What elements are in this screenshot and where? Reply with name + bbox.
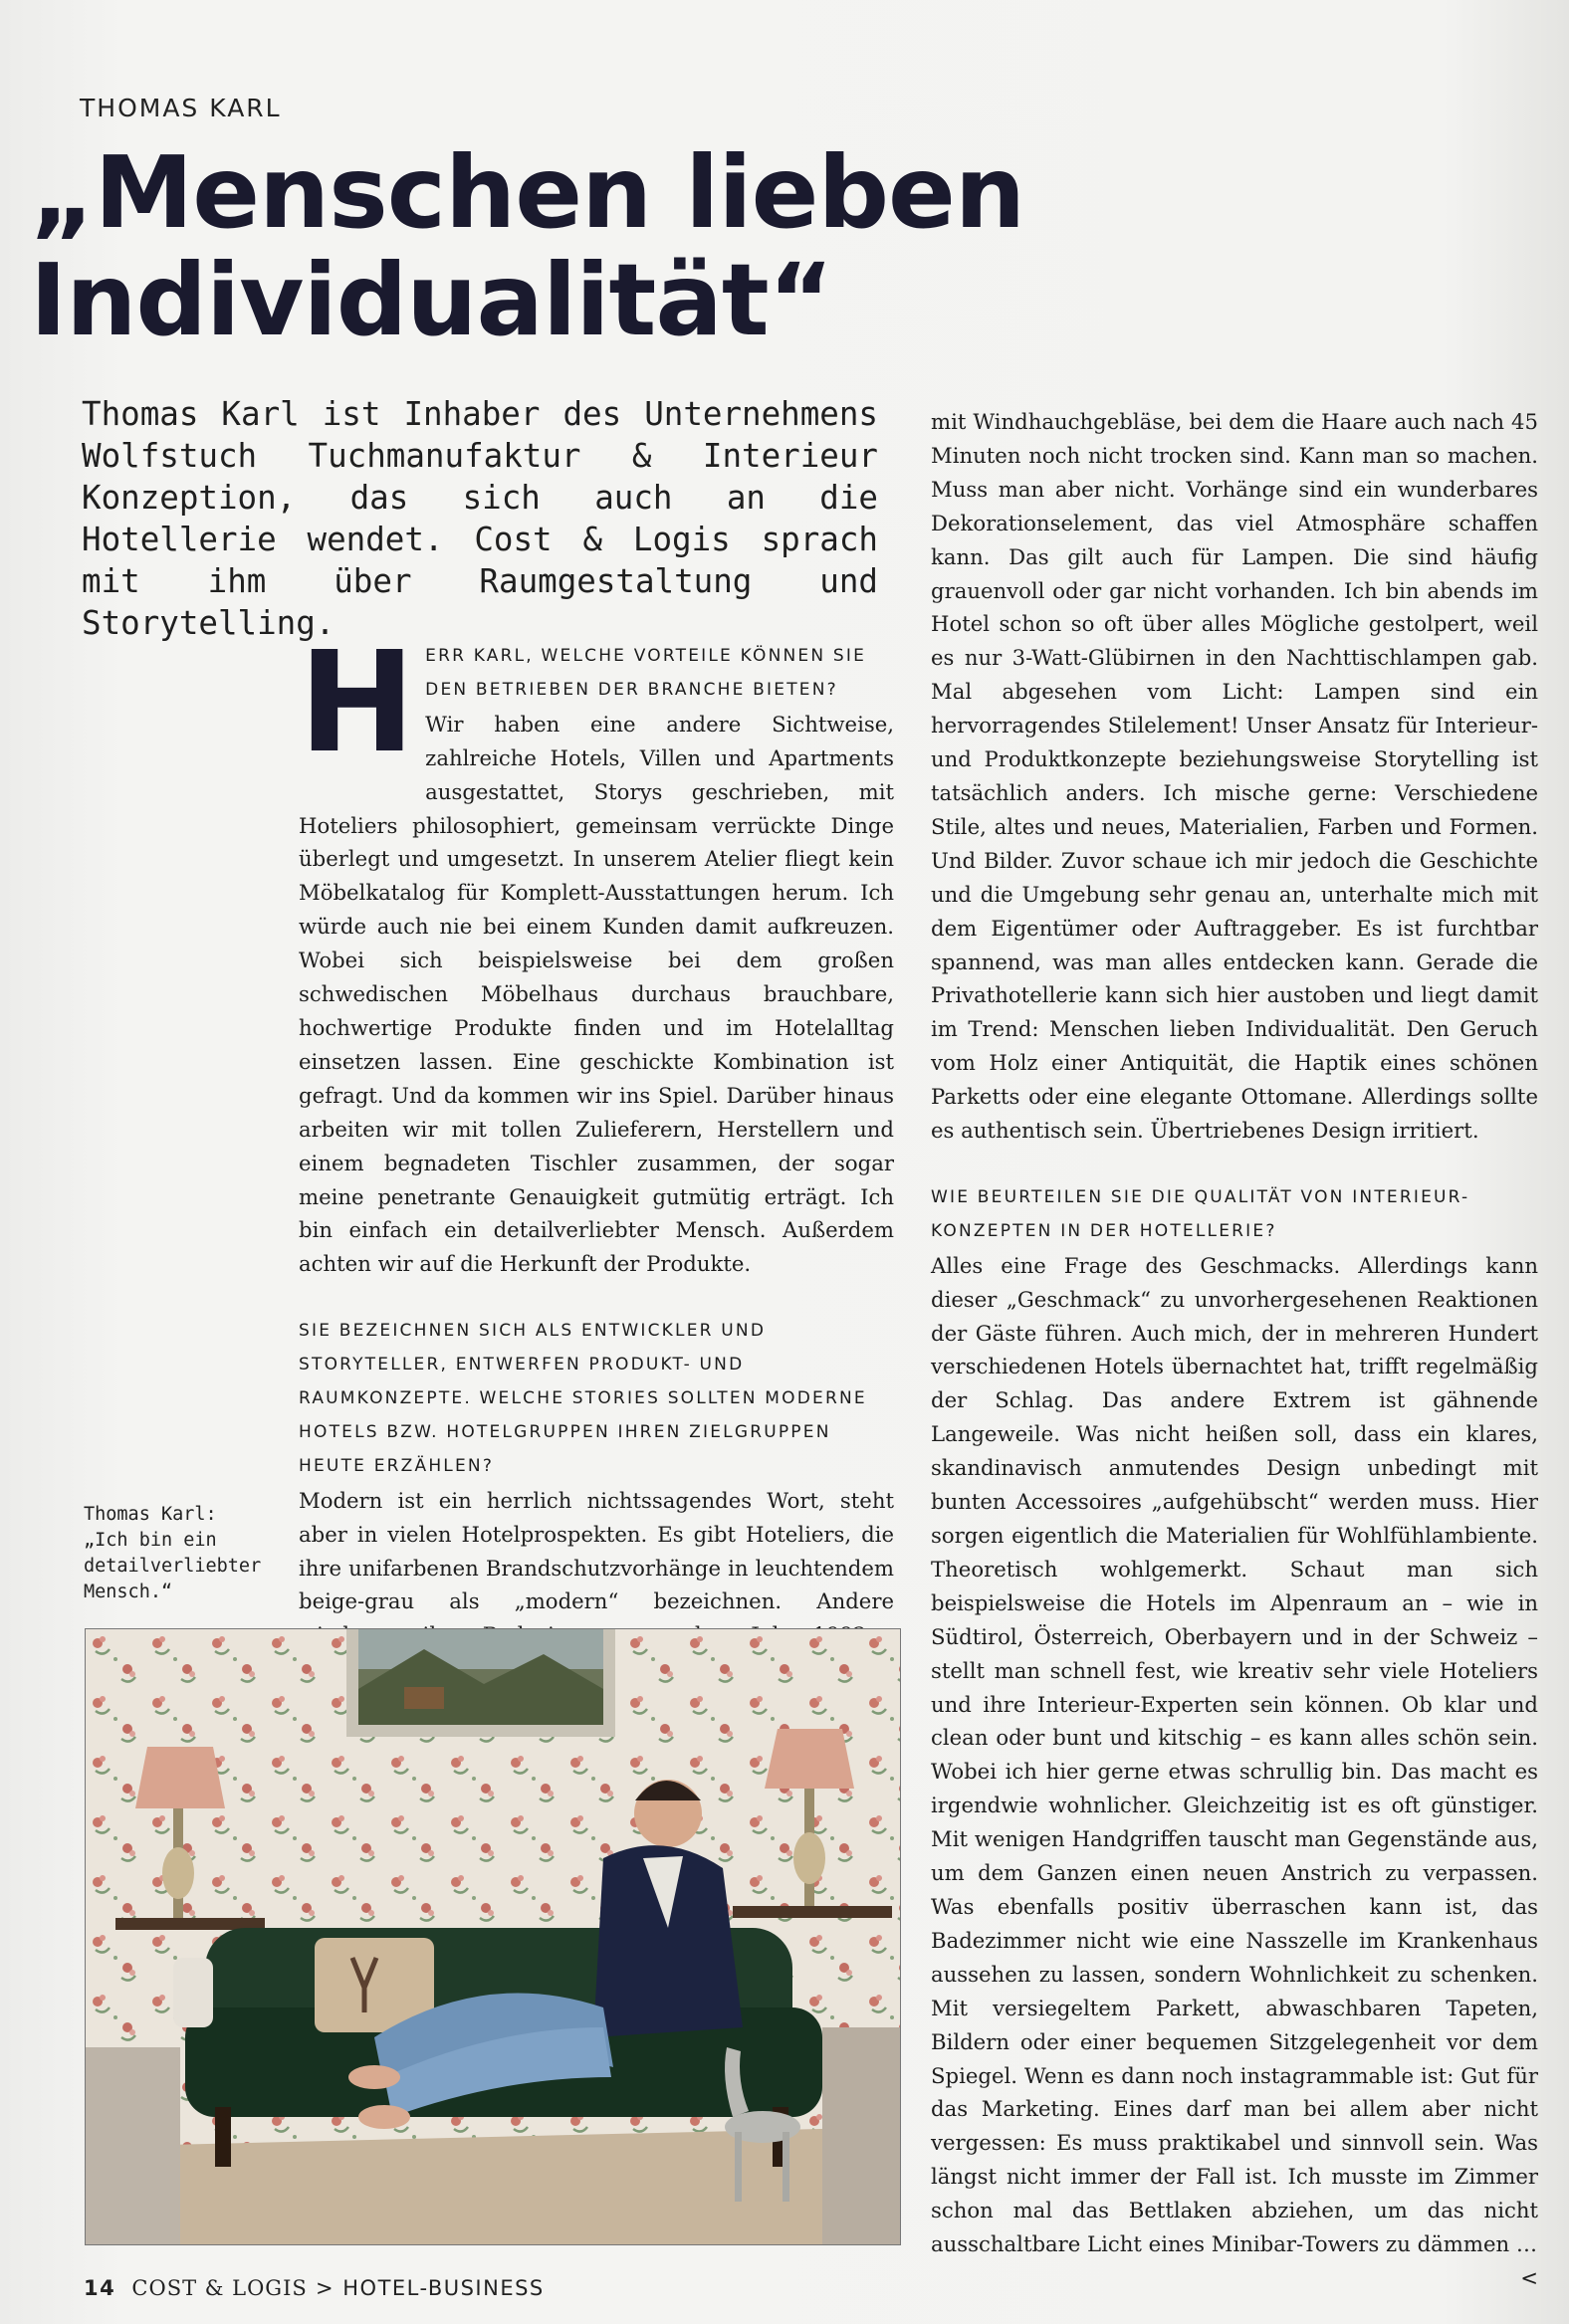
- drop-cap: H: [299, 622, 416, 784]
- intro-paragraph: Thomas Karl ist Inhaber des Unternehmens Wolfstuch Tuchmanufaktur & Interieur Konzeption, das sich auch an die Hotellerie wendet. Cost & Logis sprach mit ihm über Raumgestaltung und Storytelling.: [82, 395, 878, 642]
- caption-line-4: Mensch.“: [84, 1582, 173, 1602]
- answer-2-part-1: Modern ist ein herrlich nichtssagendes Wort, steht aber in vielen Hotelprospekten. Es gibt Hoteliers, die ihre unifarbenen Brandschutzvorhänge in leuchtendem beige-grau als „modern“ bezeichnen. Andere: [299, 1487, 894, 1614]
- photo-caption: [84, 1502, 263, 1605]
- caption-line-3: detailverliebter: [84, 1556, 262, 1577]
- magazine-name: COST & LOGIS: [131, 2276, 308, 2300]
- page-footer: [84, 2276, 545, 2300]
- author-kicker: THOMAS KARL: [80, 94, 282, 122]
- portrait-photo: [85, 1628, 901, 2245]
- article-column-right: [931, 405, 1538, 2295]
- photo-illustration: [86, 1629, 900, 2244]
- answer-2-part-2: mit Windhauchgebläse, bei dem die Haare auch nach 45 Minuten noch nicht trocken sind. Kann man so machen. Muss man aber nicht. Vorhänge sind ein wunderbares Dekorationselement, das viel Atmosphäre schaffen kann. Das gilt auch für Lampen. Die sind häufig grauenvoll oder gar nicht vorhanden. Ich bin abends im Hotel schon so oft über alles Mögliche gestolpert, weil es nur 3-Watt-Glübirnen in den Nachttischlampen gab. Mal abgesehen vom Licht: Lampen sind ein hervorragendes Stilelement! Unser Ansatz für Interieur- und Produktkonzepte beziehungsweise Storytelling ist tatsächlich anders. Ich mische gerne: Verschiedene Stile, altes und neues, Materialien, Farben und Formen. Und Bilder. Zuvor schaue ich mir jedoch die Geschichte und die Umgebung sehr genau an, unterhalte mich mit dem Eigentümer oder Auftraggeber. Es ist furchtbar spannend, was man alles entdecken kann. Gerade die Privathotellerie kann sich hier austoben und liegt damit im Trend: Menschen lieben Individualität. Den Geruch vom Holz einer Antiquität, die Haptik eines schönen Parketts oder eine elegante Ottomane. Allerdings sollte es authentisch sein. Übertriebenes Design irritiert.: [931, 409, 1538, 1144]
- article-column-middle: [299, 622, 894, 1686]
- caption-line-2: „Ich bin ein: [84, 1530, 217, 1551]
- headline-line-1: „Menschen lieben: [30, 134, 1025, 251]
- headline-line-2: Individualität“: [30, 242, 833, 358]
- caption-line-1: Thomas Karl:: [84, 1504, 217, 1525]
- question-1: ERR KARL, WELCHE VORTEILE KÖNNEN SIE DEN BETRIEBEN DER BRANCHE BIETEN?: [425, 646, 867, 700]
- question-2: SIE BEZEICHNEN SICH ALS ENTWICKLER UND STORYTELLER, ENTWERFEN PRODUKT- UND RAUMKONZEPTE. WELCHE STORIES SOLLTEN MODERNE HOTELS BZW. HOTELGRUPPEN IHREN ZIELGRUPPEN HEUTE ERZÄHLEN?: [299, 1321, 867, 1476]
- answer-3: Alles eine Frage des Geschmacks. Allerdings kann dieser „Geschmack“ zu unvorhergesehenen Reaktionen der Gäste führen. Auch mich, der in mehreren Hundert verschiedenen Hotels übernachtet hat, trifft regelmäßig der Schlag. Das andere Extrem ist gähnende Langeweile. Was nicht heißen soll, dass ein klares, skandinavisch anmutendes Design unbedingt mit bunten Accessoires „aufgehübscht“ werden muss. Hier sorgen eigentlich die Materialien für Wohlfühlambiente. Theoretisch wohlgemerkt. Schaut man sich beispielsweise die Hotels im Alpenraum an – wie in Südtirol, Österreich, Oberbayern und in der Schweiz – stellt man schnell fest, wie kreativ sehr viele Hoteliers und ihre Interieur-Experten sein können. Ob klar und clean oder bunt und kitschig – es kann alles schön sein. Wobei ich hier gerne etwas schrullig bin. Das macht es irgendwie wohnlicher. Gleichzeitig ist es oft günstiger. Mit wenigen Handgriffen tauscht man Gegenstände aus, um dem Ganzen einen neuen Anstrich zu verpassen. Was ebenfalls positiv überraschen kann ist, das Badezimmer nicht wie eine Nasszelle im Krankenhaus aussehen zu lassen, sondern Wohnlichkeit zu schenken. Mit versiegeltem Parkett, abwaschbaren Tapeten, Bildern oder einer bequemen Sitzgelegenheit vor dem Spiegel. Wenn es dann noch instagrammable ist: Gut für das Marketing. Eines darf man bei allem aber nicht vergessen: Es muss praktikabel und sinnvoll sein. Was längst nicht immer der Fall ist. Ich musste im Zimmer schon mal das Bettlaken abziehen, um das nicht ausschaltbare Licht eines Minibar-Towers zu dämmen … <: [931, 1249, 1538, 2261]
- section-name: HOTEL-BUSINESS: [342, 2276, 545, 2300]
- answer-1: Wir haben eine andere Sichtweise, zahlreiche Hotels, Villen und Apartments ausgestattet, Storys geschrieben, mit Hoteliers philosophiert, gemeinsam verrückte Dinge überlegt und umgesetzt. In unserem Atelier fliegt kein Möbelkatalog für Komplett-Ausstattungen herum. Ich würde auch nie bei einem Kunden damit aufkreuzen. Wobei sich beispielsweise bei dem großen schwedischen Möbelhaus durchaus brauchbare, hochwertige Produkte finden und im Hotelalltag einsetzen lassen. Eine geschickte Kombination ist gefragt. Und da kommen wir ins Spiel. Darüber hinaus arbeiten wir mit tollen Zulieferern, Herstellern und einem begnadeten Tischler zusammen, der sogar meine penetrante Genauigkeit gutmütig erträgt. Ich bin einfach ein detailverliebter Mensch. Außerdem achten wir auf die Herkunft der Produkte.: [299, 711, 894, 1277]
- question-3: WIE BEURTEILEN SIE DIE QUALITÄT VON INTERIEUR-KONZEPTEN IN DER HOTELLERIE?: [931, 1186, 1470, 1241]
- footer-separator: >: [315, 2276, 336, 2300]
- headline: [30, 134, 1125, 358]
- end-mark: <: [1520, 2264, 1538, 2290]
- page-number: 14: [84, 2276, 116, 2300]
